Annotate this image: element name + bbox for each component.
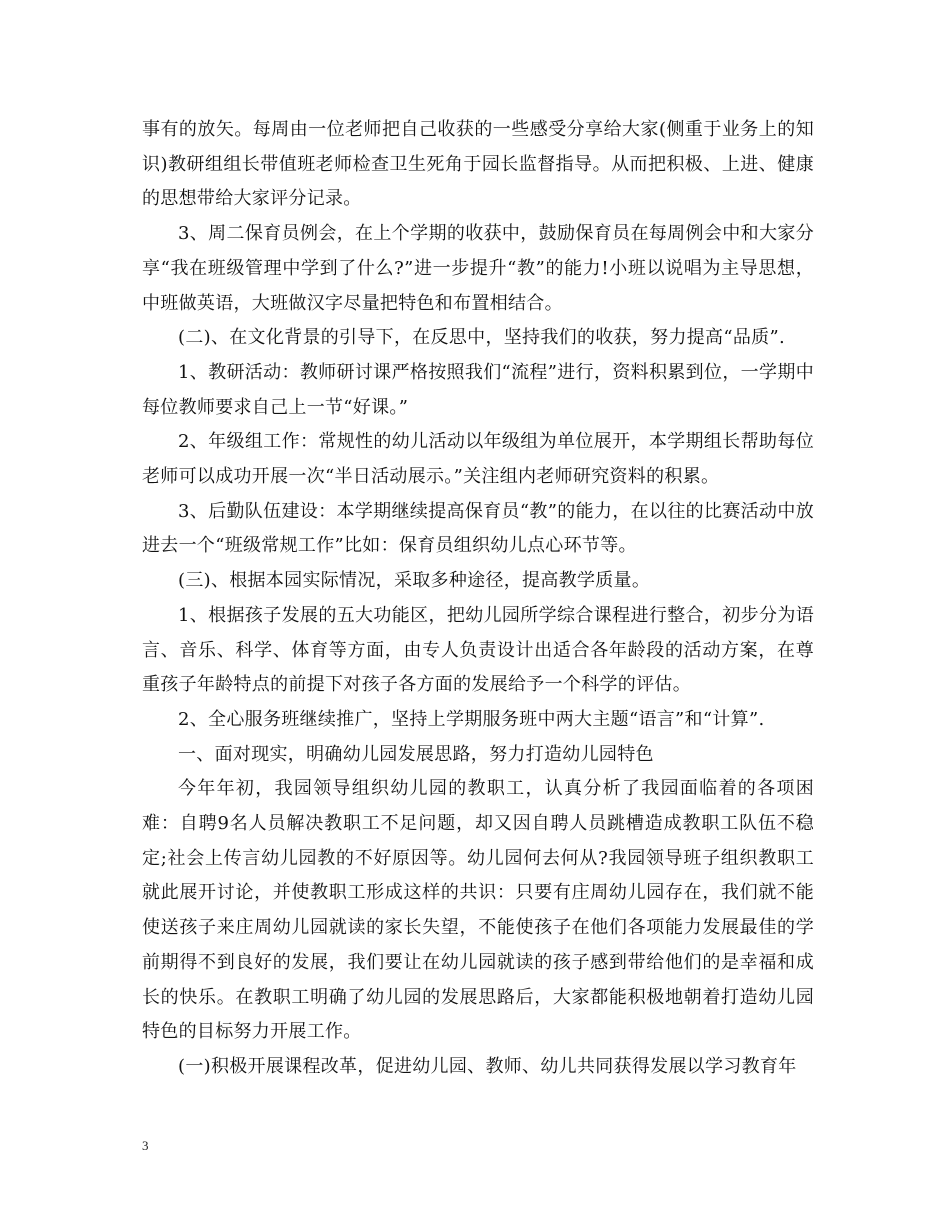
paragraph: 2、全心服务班继续推广，坚持上学期服务班中两大主题“语言”和“计算”. [178,708,765,730]
paragraph: 事有的放矢。每周由一位老师把自己收获的一些感受分享给大家(侧重于业务上的知识)教研组组长带值班老师检查卫生死角于园长监督指导。从而把积极、上进、健康的思想带给大家评分记录。 [142,119,814,210]
paragraph: 1、教研活动：教师研讨课严格按照我们“流程”进行，资料积累到位，一学期中每位教师要求自己上一节“好课。” [142,361,814,418]
paragraph: 2、年级组工作：常规性的幼儿活动以年级组为单位展开，本学期组长帮助每位老师可以成功开展一次“半日活动展示。”关注组内老师研究资料的积累。 [142,431,814,488]
paragraph: 3、周二保育员例会，在上个学期的收获中，鼓励保育员在每周例会中和大家分享“我在班级管理中学到了什么?”进一步提升“教”的能力!小班以说唱为主导思想，中班做英语，大班做汉字尽量把特色和布置相结合。 [142,223,814,314]
document-body [142,113,814,1085]
section-heading: (二)、在文化背景的引导下，在反思中，坚持我们的收获，努力提高“品质”. [178,327,785,349]
paragraph: 3、后勤队伍建设：本学期继续提高保育员“教”的能力，在以往的比赛活动中放进去一个“班级常规工作”比如：保育员组织幼儿点心环节等。 [142,500,814,557]
paragraph: 1、根据孩子发展的五大功能区，把幼儿园所学综合课程进行整合，初步分为语言、音乐、科学、体育等方面，由专人负责设计出适合各年龄段的活动方案，在尊重孩子年龄特点的前提下对孩子各方面的发展给予一个科学的评估。 [142,604,814,696]
section-heading: (三)、根据本园实际情况，采取多种途径，提高教学质量。 [178,570,651,592]
section-heading: 一、面对现实，明确幼儿园发展思路，努力打造幼儿园特色 [178,743,654,765]
paragraph: (一)积极开展课程改革，促进幼儿园、教师、幼儿共同获得发展以学习教育年 [178,1055,797,1077]
paragraph: 今年年初，我园领导组织幼儿园的教职工，认真分析了我园面临着的各项困难：自聘9名人员解决教职工不足问题，却又因自聘人员跳槽造成教职工队伍不稳定;社会上传言幼儿园教的不好原因等。幼儿园何去何从?我园领导班子组织教职工就此展开讨论，并使教职工形成这样的共识：只要有庄周幼儿园存在，我们就不能使送孩子来庄周幼儿园就读的家长失望，不能使孩子在他们各项能力发展最佳的学前期得不到良好的发展，我们要让在幼儿园就读的孩子感到带给他们的是幸福和成长的快乐。在教职工明确了幼儿园的发展思路后，大家都能积极地朝着打造幼儿园特色的目标努力开展工作。 [142,778,814,1043]
page-number: 3 [142,1138,149,1153]
